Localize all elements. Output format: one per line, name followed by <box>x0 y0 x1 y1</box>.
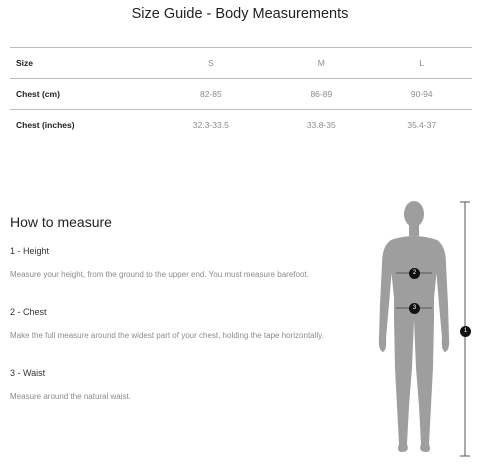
body-shape <box>379 201 449 452</box>
table-cell: 90-94 <box>410 89 433 99</box>
body-silhouette-image <box>374 198 454 462</box>
table-row <box>10 79 472 110</box>
page-title: Size Guide - Body Measurements <box>131 6 349 22</box>
table-cell: 32.3-33.5 <box>192 120 229 131</box>
step-chest-desc: Make the full measure around the widest part of your chest, holding the tape horizontally. <box>10 331 324 340</box>
size-table <box>10 47 472 141</box>
how-to-measure-heading: How to measure <box>10 214 112 230</box>
table-cell: 86-89 <box>310 89 333 99</box>
table-header-row <box>10 48 472 79</box>
table-cell: 82-85 <box>199 89 222 99</box>
step-chest-title: 2 - Chest <box>10 307 47 317</box>
size-header-label: Size <box>16 58 34 68</box>
step-waist-title: 3 - Waist <box>10 368 46 378</box>
table-cell: 33.8-35 <box>306 120 336 131</box>
table-cell: 35.4-37 <box>407 120 437 131</box>
size-col-m: M <box>317 58 325 68</box>
size-col-l: L <box>419 58 425 68</box>
chest-marker: 2 <box>409 268 420 279</box>
step-height-title: 1 - Height <box>10 246 50 256</box>
table-row <box>10 110 472 141</box>
size-col-s: S <box>208 58 214 68</box>
row-label: Chest (inches) <box>16 120 75 131</box>
step-height-desc: Measure your height, from the ground to the upper end. You must measure barefoot. <box>10 270 309 279</box>
step-waist-desc: Measure around the natural waist. <box>10 392 131 401</box>
height-marker: 1 <box>460 326 471 337</box>
waist-marker: 3 <box>409 303 420 314</box>
row-label: Chest (cm) <box>16 89 60 99</box>
